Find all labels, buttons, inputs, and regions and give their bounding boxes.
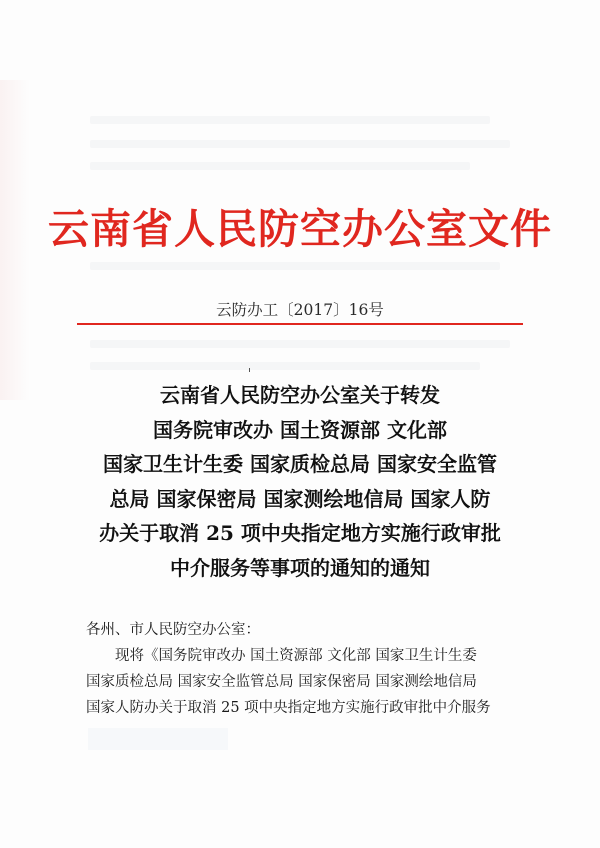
red-separator-rule	[77, 323, 523, 325]
document-title	[0, 378, 600, 585]
bleed-through-band	[90, 262, 500, 270]
bleed-through-band	[90, 162, 470, 170]
document-title-line: 国家卫生计生委 国家质检总局 国家安全监管	[103, 452, 497, 476]
scan-mark	[249, 368, 250, 372]
body-line: 国家人防办关于取消 25 项中央指定地方实施行政审批中介服务	[86, 700, 491, 716]
document-title-line: 国务院审改办 国土资源部 文化部	[153, 417, 447, 442]
bleed-through-band	[90, 340, 510, 348]
body-line: 国家质检总局 国家安全监管总局 国家保密局 国家测绘地信局	[86, 674, 477, 690]
document-title-line: 总局 国家保密局 国家测绘地信局 国家人防	[109, 486, 491, 511]
bleed-through-band	[90, 116, 490, 124]
document-title-line: 办关于取消 25 项中央指定地方实施行政审批	[99, 521, 501, 545]
document-title-line: 中介服务等事项的通知的通知	[170, 555, 430, 580]
body-line: 现将《国务院审改办 国土资源部 文化部 国家卫生计生委	[115, 648, 477, 664]
scan-smudge	[88, 728, 228, 750]
bleed-through-band	[90, 362, 480, 370]
bleed-through-band	[90, 140, 510, 148]
document-number: 云防办工〔2017〕16号	[216, 301, 384, 319]
salutation: 各州、市人民防空办公室：	[86, 622, 260, 638]
document-title-line: 云南省人民防空办公室关于转发	[160, 383, 440, 407]
document-header-title: 云南省人民防空办公室文件	[48, 205, 552, 253]
body-paragraph	[86, 643, 526, 721]
